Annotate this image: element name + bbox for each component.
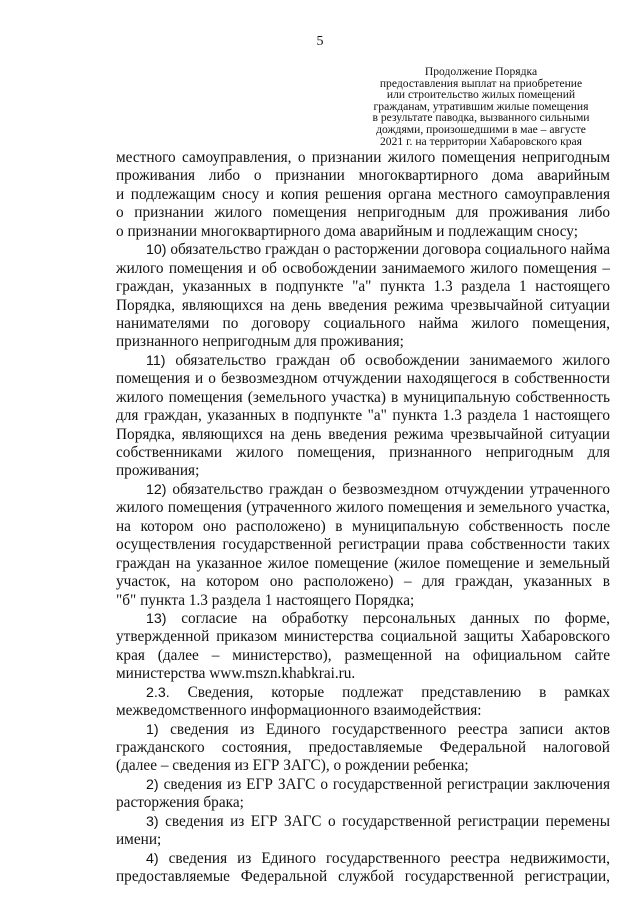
list-number: 2.3.: [146, 684, 170, 701]
body-line: [116, 684, 610, 702]
line-text: участок, на котором оно расположено) – для граждан, указанных в: [116, 573, 610, 591]
body-line: [116, 481, 610, 499]
page-number: 5: [316, 34, 324, 49]
line-text: (далее – сведения из ЕГР ЗАГС), о рождении ребенка;: [116, 757, 469, 775]
body-line: [116, 794, 610, 812]
body-line: [116, 739, 610, 757]
body-line: [116, 757, 610, 775]
line-text: Порядка, являющихся на день введения режима чрезвычайной ситуации: [116, 296, 610, 314]
line-text: Порядка, являющихся на день введения режима чрезвычайной ситуации: [116, 425, 610, 443]
line-text: обязательство граждан о расторжении договора социального найма: [170, 241, 610, 259]
line-text: граждан на указанное жилое помещение (жилое помещение и земельный: [116, 554, 610, 572]
line-text: собственниками жилого помещения, признанного непригодным для: [116, 444, 610, 461]
list-number: 13): [146, 610, 167, 627]
list-number: 11): [146, 352, 166, 369]
body-line: [116, 297, 610, 315]
line-text: гражданского состояния, предоставляемые Федеральной налоговой: [116, 739, 610, 756]
body-line: [116, 426, 610, 444]
list-number: 10): [146, 242, 167, 259]
body-line: [116, 610, 610, 628]
list-number: 2): [146, 776, 159, 793]
body-line: [116, 260, 610, 278]
line-text: осуществления государственной регистрации права собственности таких: [116, 536, 610, 554]
line-text: нанимателями по договору социального найма жилого помещения,: [116, 314, 610, 332]
line-text: министерства www.mszn.khabkrai.ru.: [116, 665, 356, 683]
line-text: расторжения брака;: [116, 794, 244, 812]
body-line: [116, 278, 610, 296]
body-line: [116, 776, 610, 794]
body-line: [116, 831, 610, 849]
body-line: [116, 149, 610, 167]
line-text: жилого помещения и об освобождении занимаемого жилого помещения –: [116, 259, 610, 277]
header-line: 2021 г. на территории Хабаровского края: [379, 134, 583, 148]
line-text: жилого помещения (земельного участка) в муниципальную собственность: [116, 388, 610, 406]
line-text: предоставляемые Федеральной службой государственной регистрации,: [116, 868, 610, 886]
line-text: сведения из Единого государственного реестра записи актов: [170, 720, 610, 738]
body-line: [116, 499, 610, 517]
body-line: [116, 536, 610, 554]
line-text: граждан, указанных в подпункте "а" пункта 1.3 раздела 1 настоящего: [116, 278, 610, 296]
list-number: 1): [146, 721, 159, 738]
body-line: [116, 315, 610, 333]
line-text: местного самоуправления, о признании жилого помещения непригодным: [116, 149, 610, 166]
body-line: [116, 223, 610, 241]
line-text: утвержденной приказом министерства социальной защиты Хабаровского: [116, 628, 610, 646]
line-text: проживания;: [116, 462, 200, 480]
line-text: обязательство граждан о безвозмездном отчуждении утраченного: [172, 480, 610, 498]
document-body: [116, 149, 610, 887]
body-line: [116, 370, 610, 388]
line-text: сведения из Единого государственного реестра недвижимости,: [168, 849, 610, 867]
list-number: 3): [146, 813, 159, 830]
body-line: [116, 721, 610, 739]
list-number: 12): [146, 481, 167, 498]
body-line: [116, 389, 610, 407]
header-line: предоставления выплат на приобретение: [379, 76, 583, 90]
header-line: дождями, произошедшими в мае – августе: [376, 122, 586, 136]
line-text: согласие на обработку персональных данных по форме,: [181, 609, 610, 627]
line-text: Сведения, которые подлежат представлению в рамках: [187, 683, 610, 701]
list-number: 4): [146, 850, 159, 867]
body-line: [116, 407, 610, 425]
body-line: [116, 352, 610, 370]
body-line: [116, 333, 610, 351]
body-line: [116, 628, 610, 646]
line-text: на котором оно расположено) в муниципальную собственность после: [116, 517, 610, 535]
line-text: межведомственного информационного взаимодействия:: [116, 702, 482, 720]
line-text: жилого помещения (утраченного жилого помещения и земельного участка,: [116, 499, 610, 517]
body-line: [116, 167, 610, 185]
body-line: [116, 702, 610, 720]
line-text: помещения и о безвозмездном отчуждении находящегося в собственности: [116, 370, 610, 388]
line-text: и подлежащим сносу и копия решения органа местного самоуправления: [116, 185, 610, 203]
line-text: о признании жилого помещения непригодным для проживания либо: [116, 204, 610, 222]
body-line: [116, 444, 610, 462]
body-line: [116, 518, 610, 536]
body-line: [116, 647, 610, 665]
body-line: [116, 186, 610, 204]
body-line: [116, 241, 610, 259]
header-line: гражданам, утратившим жилые помещения: [373, 99, 589, 113]
body-line: [116, 868, 610, 886]
line-text: имени;: [116, 831, 162, 849]
body-line: [116, 204, 610, 222]
line-text: "б" пункта 1.3 раздела 1 настоящего Порядка;: [116, 591, 415, 609]
header-line: Продолжение Порядка: [424, 65, 538, 78]
line-text: сведения из ЕГР ЗАГС о государственной регистрации заключения: [163, 775, 610, 793]
body-line: [116, 592, 610, 610]
body-line: [116, 665, 610, 683]
header-line: или строительство жилых помещений: [386, 88, 576, 102]
line-text: признанного непригодным для проживания;: [116, 333, 404, 351]
body-line: [116, 813, 610, 831]
line-text: края (далее – министерство), размещенной на официальном сайте: [116, 646, 610, 664]
line-text: обязательство граждан об освобождении занимаемого жилого: [175, 351, 610, 369]
body-line: [116, 850, 610, 868]
body-line: [116, 555, 610, 573]
line-text: проживания либо о признании многоквартирного дома аварийным: [116, 167, 610, 185]
document-header: [352, 66, 610, 147]
line-text: о признании многоквартирного дома аварийным и подлежащим сносу;: [116, 222, 579, 240]
body-line: [116, 462, 610, 480]
line-text: сведения из ЕГР ЗАГС о государственной регистрации перемены: [165, 812, 610, 830]
header-line: в результате паводка, вызванного сильными: [372, 111, 590, 125]
line-text: для граждан, указанных в подпункте "а" пункта 1.3 раздела 1 настоящего: [116, 407, 610, 425]
body-line: [116, 573, 610, 591]
